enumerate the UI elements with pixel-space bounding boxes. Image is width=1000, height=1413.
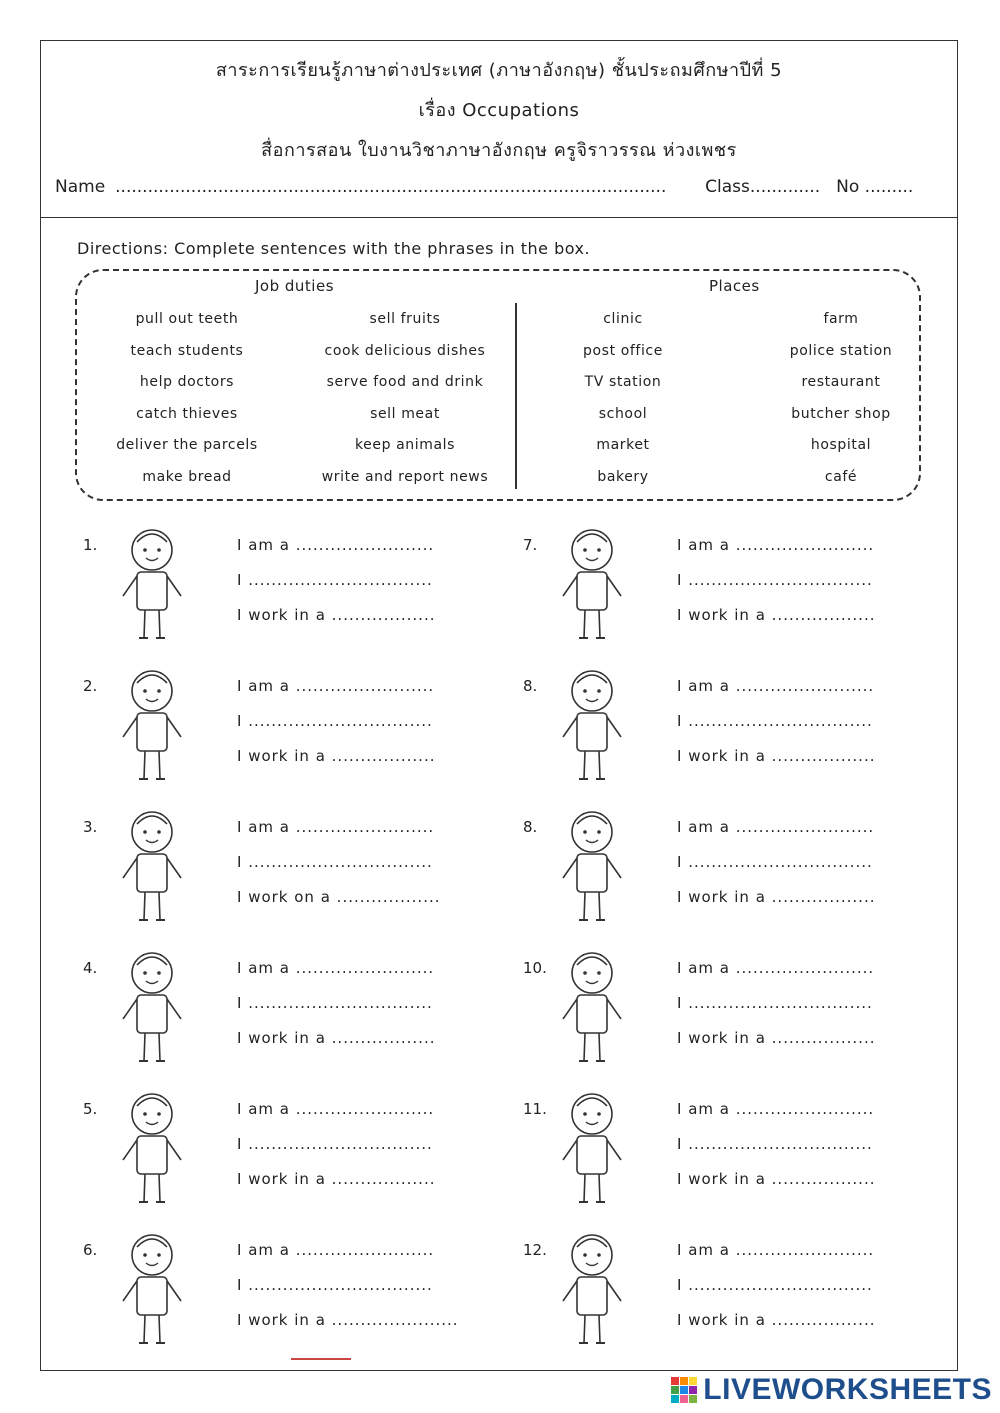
liveworksheets-logo xyxy=(671,1373,992,1407)
header-subject: สาระการเรียนรู้ภาษาต่างประเทศ (ภาษาอังกฤษ) ชั้นประถมศึกษาปีที่ 5 xyxy=(215,60,783,81)
item-number: 8. xyxy=(523,677,538,695)
item-number: 5. xyxy=(83,1100,98,1118)
answer-occupation[interactable]: I am a ........................ xyxy=(237,1100,435,1118)
exercise-item xyxy=(83,536,533,666)
job-duty-phrase: write and report news xyxy=(321,468,489,485)
answer-place[interactable]: I work in a .................. xyxy=(677,1029,876,1047)
logo-square xyxy=(680,1395,688,1403)
answer-duty[interactable]: I ................................ xyxy=(237,571,433,589)
logo-square xyxy=(680,1386,688,1394)
place-phrase: hospital xyxy=(810,437,872,453)
job-duty-phrase: keep animals xyxy=(354,437,456,453)
answer-occupation[interactable]: I am a ........................ xyxy=(237,1241,435,1259)
reporter-icon xyxy=(537,1084,647,1208)
job-duty-phrase: pull out teeth xyxy=(135,311,239,327)
butcher-icon xyxy=(97,943,207,1067)
job-duty-phrase: teach students xyxy=(130,342,244,359)
job-duty-phrase: help doctors xyxy=(139,374,235,390)
answer-occupation[interactable]: I am a ........................ xyxy=(677,1100,875,1118)
answer-occupation[interactable]: I am a ........................ xyxy=(237,536,435,554)
answer-duty[interactable]: I ................................ xyxy=(677,1276,873,1294)
exercise-item xyxy=(523,677,973,807)
item-number: 12. xyxy=(523,1241,547,1259)
job-duty-phrase: catch thieves xyxy=(136,405,238,422)
place-phrase: butcher shop xyxy=(791,405,891,422)
place-phrase: police station xyxy=(789,342,893,359)
postman-icon xyxy=(537,520,647,644)
worksheet xyxy=(40,40,958,1371)
item-number: 2. xyxy=(83,677,98,695)
answer-occupation[interactable]: I am a ........................ xyxy=(677,818,875,836)
place-phrase: TV station xyxy=(584,374,662,390)
police-officer-icon xyxy=(97,661,207,785)
exercise-item xyxy=(523,818,973,948)
exercise-item xyxy=(83,1241,533,1371)
job-duty-phrase: sell fruits xyxy=(369,311,441,327)
item-number: 8. xyxy=(523,818,538,836)
exercise-item xyxy=(83,1100,533,1230)
answer-occupation[interactable]: I am a ........................ xyxy=(237,959,435,977)
answer-place[interactable]: I work in a .................. xyxy=(677,606,876,624)
answer-occupation[interactable]: I am a ........................ xyxy=(237,677,435,695)
answer-place[interactable]: I work in a .................. xyxy=(237,606,436,624)
waitress-icon xyxy=(97,1225,207,1349)
header-topic: เรื่อง Occupations xyxy=(418,100,580,121)
job-duty-phrase: make bread xyxy=(142,468,232,485)
item-number: 6. xyxy=(83,1241,98,1259)
logo-square xyxy=(671,1386,679,1394)
answer-place[interactable]: I work in a ...................... xyxy=(237,1311,459,1329)
answer-occupation[interactable]: I am a ........................ xyxy=(677,1241,875,1259)
logo-square xyxy=(689,1377,697,1385)
chef-icon xyxy=(537,661,647,785)
header-teacher: สื่อการสอน ใบงานวิชาภาษาอังกฤษ ครูจิราวรรณ ห่วงเพชร xyxy=(261,140,737,161)
places-heading: Places xyxy=(709,277,760,295)
logo-square xyxy=(689,1395,697,1403)
exercise-item xyxy=(83,677,533,807)
teacher-icon xyxy=(97,1084,207,1208)
item-number: 1. xyxy=(83,536,98,554)
logo-text: LIVEWORKSHEETS xyxy=(703,1373,992,1406)
phrase-box xyxy=(75,269,921,501)
answer-occupation[interactable]: I am a ........................ xyxy=(677,959,875,977)
answer-duty[interactable]: I ................................ xyxy=(237,712,433,730)
job-duties-heading: Job duties xyxy=(255,277,335,295)
item-number: 10. xyxy=(523,959,547,977)
fruit-seller-icon xyxy=(97,520,207,644)
answer-place[interactable]: I work in a .................. xyxy=(237,1029,436,1047)
exercise-item xyxy=(523,959,973,1089)
item-number: 11. xyxy=(523,1100,547,1118)
exercise-item xyxy=(83,959,533,1089)
answer-place[interactable]: I work in a .................. xyxy=(677,1311,876,1329)
place-phrase: market xyxy=(596,437,650,453)
answer-place[interactable]: I work in a .................. xyxy=(237,1170,436,1188)
directions-text: Directions: Complete sentences with the phrases in the box. xyxy=(77,239,591,258)
logo-square xyxy=(671,1395,679,1403)
place-phrase: clinic xyxy=(603,311,643,327)
answer-duty[interactable]: I ................................ xyxy=(677,853,873,871)
answer-occupation[interactable]: I am a ........................ xyxy=(677,536,875,554)
answer-duty[interactable]: I ................................ xyxy=(677,1135,873,1153)
answer-place[interactable]: I work in a .................. xyxy=(677,747,876,765)
name-field[interactable]: ...................................................................................................... xyxy=(115,177,667,197)
name-label: Name xyxy=(55,177,106,197)
answer-occupation[interactable]: I am a ........................ xyxy=(237,818,435,836)
answer-occupation[interactable]: I am a ........................ xyxy=(677,677,875,695)
answer-place[interactable]: I work in a .................. xyxy=(237,747,436,765)
answer-place[interactable]: I work in a .................. xyxy=(677,1170,876,1188)
logo-square xyxy=(680,1377,688,1385)
logo-grid-icon xyxy=(671,1377,697,1403)
footer-mark xyxy=(291,1358,351,1360)
exercise-item xyxy=(83,818,533,948)
logo-square xyxy=(671,1377,679,1385)
job-duty-phrase: cook delicious dishes xyxy=(324,342,486,359)
logo-square xyxy=(689,1386,697,1394)
job-duty-phrase: deliver the parcels xyxy=(116,437,258,453)
answer-duty[interactable]: I ................................ xyxy=(677,994,873,1012)
exercise-item xyxy=(523,1241,973,1371)
answer-duty[interactable]: I ................................ xyxy=(677,712,873,730)
baker-icon xyxy=(537,943,647,1067)
answer-duty[interactable]: I ................................ xyxy=(237,994,433,1012)
place-phrase: restaurant xyxy=(801,374,881,390)
farmer-icon xyxy=(97,802,207,926)
item-number: 4. xyxy=(83,959,98,977)
nurse-icon xyxy=(537,1225,647,1349)
answer-duty[interactable]: I ................................ xyxy=(677,571,873,589)
student-info-line xyxy=(55,177,943,197)
answer-duty[interactable]: I ................................ xyxy=(237,1276,433,1294)
exercise-item xyxy=(523,536,973,666)
item-number: 3. xyxy=(83,818,98,836)
place-phrase: school xyxy=(598,405,648,422)
job-duty-phrase: serve food and drink xyxy=(326,374,484,390)
number-field[interactable]: No ......... xyxy=(836,177,914,197)
box-divider xyxy=(515,303,517,489)
exercise-item xyxy=(523,1100,973,1230)
answer-place[interactable]: I work on a .................. xyxy=(237,888,441,906)
dentist-icon xyxy=(537,802,647,926)
answer-duty[interactable]: I ................................ xyxy=(237,853,433,871)
job-duty-phrase: sell meat xyxy=(370,405,440,422)
place-phrase: farm xyxy=(823,311,859,327)
answer-place[interactable]: I work in a .................. xyxy=(677,888,876,906)
worksheet-header xyxy=(41,41,957,218)
place-phrase: bakery xyxy=(597,468,649,485)
item-number: 7. xyxy=(523,536,538,554)
place-phrase: café xyxy=(824,468,858,485)
class-field[interactable]: Class............. xyxy=(705,177,821,197)
place-phrase: post office xyxy=(583,342,663,359)
answer-duty[interactable]: I ................................ xyxy=(237,1135,433,1153)
